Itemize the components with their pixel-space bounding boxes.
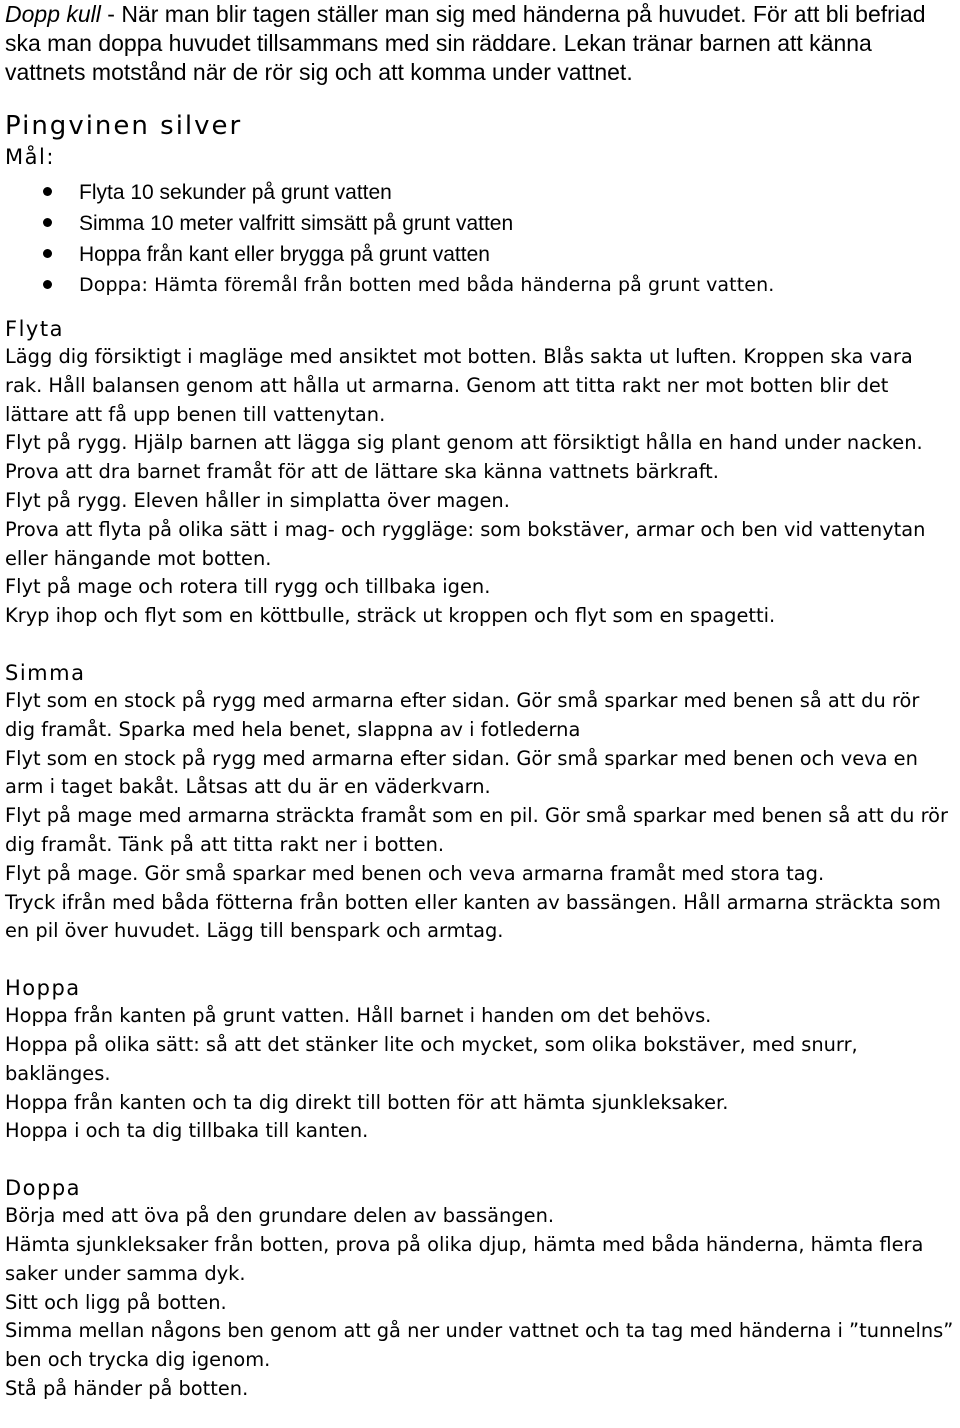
section-heading: Hoppa <box>5 976 81 1001</box>
goal-text: Hoppa från kant eller brygga på grunt vatten <box>79 243 490 266</box>
section-paragraph: Stå på händer på botten. <box>5 1376 249 1400</box>
section-paragraph: Flyt som en stock på rygg med armarna efter sidan. Gör små sparkar med benen och veva en arm i taget bakåt. Låtsas att du är en väderkvarn. <box>5 746 918 799</box>
section-paragraph: Hoppa från kanten på grunt vatten. Håll barnet i handen om det behövs. <box>5 1004 712 1028</box>
section-paragraph: Flyt på rygg. Eleven håller in simplatta över magen. <box>5 488 510 512</box>
bullet-icon <box>43 249 52 258</box>
section-paragraph: Simma mellan någons ben genom att gå ner under vattnet och ta tag med händerna i ”tunnelns” ben och trycka dig igenom. <box>5 1319 954 1372</box>
bullet-icon <box>43 280 52 289</box>
goal-text: Flyta 10 sekunder på grunt vatten <box>79 181 392 204</box>
section-paragraph: Hoppa i och ta dig tillbaka till kanten. <box>5 1119 369 1143</box>
goal-item <box>5 208 955 239</box>
bullet-icon <box>43 218 52 227</box>
section-paragraph: Hoppa från kanten och ta dig direkt till botten för att hämta sjunkleksaker. <box>5 1090 729 1114</box>
section-hoppa <box>5 974 955 1146</box>
section-paragraph: Prova att flyta på olika sätt i mag- och ryggläge: som bokstäver, armar och ben vid vattenytan eller hängande mot botten. <box>5 517 926 570</box>
goals-heading: Mål: <box>5 145 55 169</box>
goal-item <box>5 270 955 301</box>
intro-text: - När man blir tagen ställer man sig med händerna på huvudet. För att bli befriad ska man doppa huvudet tillsammans med sin räddare. Lekan tränar barnen att känna vattnets motstånd när de rör sig och att komma under vattnet. <box>5 1 926 85</box>
section-paragraph: Flyt på rygg. Hjälp barnen att lägga sig plant genom att försiktigt hålla en hand under nacken. Prova att dra barnet framåt för att de lättare ska känna vattnets bärkraft. <box>5 431 923 484</box>
document-page <box>5 0 955 1404</box>
section-simma <box>5 659 955 946</box>
goal-text: Doppa: Hämta föremål från botten med båda händerna på grunt vatten. <box>79 274 775 296</box>
sections-container <box>5 315 955 1404</box>
section-paragraph: Hoppa på olika sätt: så att det stänker lite och mycket, som olika bokstäver, med snurr, baklänges. <box>5 1032 858 1085</box>
section-paragraph: Flyt på mage och rotera till rygg och tillbaka igen. <box>5 575 491 599</box>
goals-list <box>5 177 955 301</box>
section-doppa <box>5 1174 955 1404</box>
section-paragraph: Flyt på mage med armarna sträckta framåt som en pil. Gör små sparkar med benen så att du rör dig framåt. Tänk på att titta rakt ner i botten. <box>5 804 948 856</box>
goal-text: Simma 10 meter valfritt simsätt på grunt vatten <box>79 212 514 235</box>
bullet-icon <box>43 187 52 196</box>
section-paragraph: Flyt på mage. Gör små sparkar med benen och veva armarna framåt med stora tag. <box>5 861 825 885</box>
section-paragraph: Tryck ifrån med båda fötterna från botten eller kanten av bassängen. Håll armarna sträckta som en pil över huvudet. Lägg till benspark och armtag. <box>5 890 941 943</box>
section-flyta <box>5 315 955 631</box>
page-title: Pingvinen silver <box>5 111 243 141</box>
intro-paragraph <box>5 0 955 87</box>
section-heading: Doppa <box>5 1176 82 1201</box>
goal-item <box>5 177 955 208</box>
section-paragraph: Flyt som en stock på rygg med armarna efter sidan. Gör små sparkar med benen så att du rör dig framåt. Sparka med hela benet, slappna av i fotlederna <box>5 688 920 741</box>
section-paragraph: Hämta sjunkleksaker från botten, prova på olika djup, hämta med båda händerna, hämta flera saker under samma dyk. <box>5 1232 924 1285</box>
intro-term: Dopp kull <box>5 1 101 27</box>
section-paragraph: Sitt och ligg på botten. <box>5 1290 227 1314</box>
goal-item <box>5 239 955 270</box>
section-heading: Simma <box>5 660 86 685</box>
section-heading: Flyta <box>5 317 64 341</box>
section-paragraph: Börja med att öva på den grundare delen av bassängen. <box>5 1204 555 1228</box>
section-paragraph: Kryp ihop och flyt som en köttbulle, sträck ut kroppen och flyt som en spagetti. <box>5 604 776 628</box>
section-paragraph: Lägg dig försiktigt i magläge med ansiktet mot botten. Blås sakta ut luften. Kroppen ska vara rak. Håll balansen genom att hålla ut armarna. Genom att titta rakt ner mot botten blir det lättare att få upp benen till vattenytan. <box>5 345 913 426</box>
